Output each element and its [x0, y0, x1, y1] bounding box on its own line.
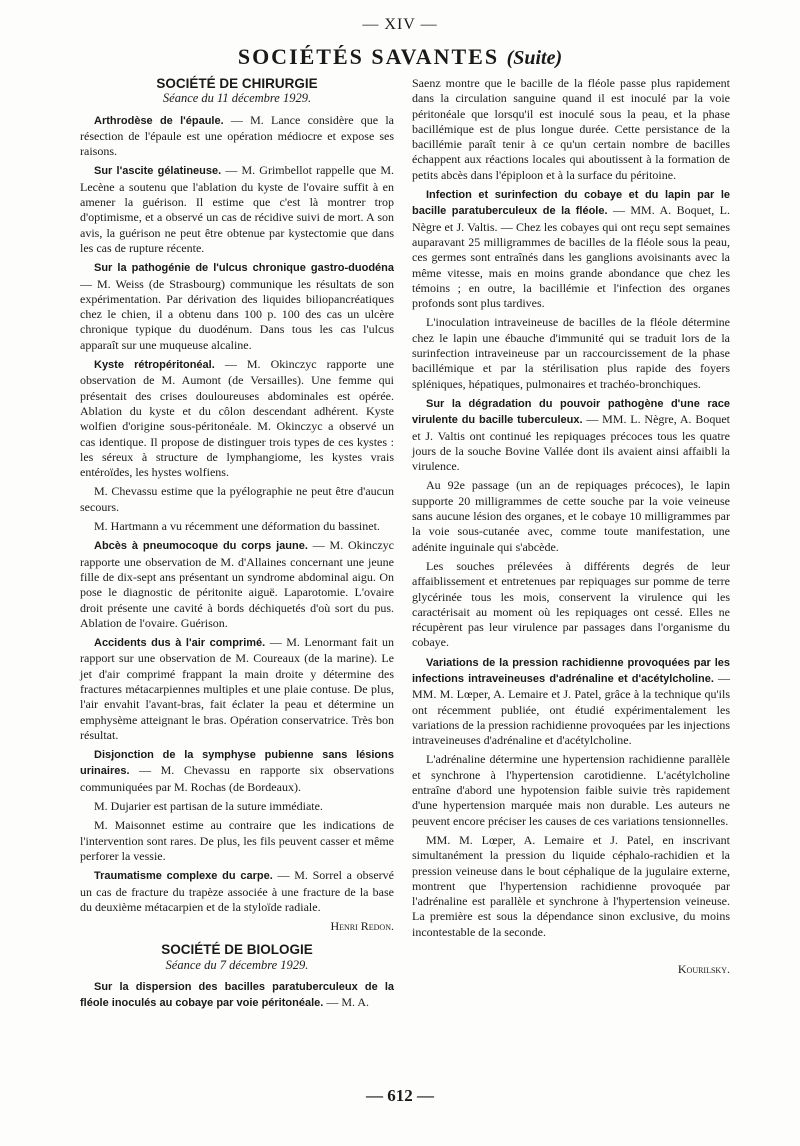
paragraph: M. Dujarier est partisan de la suture immédiate. — [94, 799, 323, 814]
paragraph-body: — M. Okinczyc rapporte une observation de M. d'Allaines concernant une jeune fille de dix-sept ans présentant un syndrome abdominal aigu. On pose le diagnostic de péritonite aiguë. Laparotomie. L'ovaire droit présente une cavité à bords déchiquetés d'où sort du pus. Ablation de l'ovaire. Guérison. — [80, 538, 394, 630]
paragraph — [80, 635, 394, 743]
paragraph-heading: Kyste rétropéritonéal. — [94, 359, 215, 372]
paragraph: Les souches prélevées à différents degrés de leur affaiblissement et entretenues par repiquages sur pomme de terre glycérinée tous les mois, conservent la virulence qui les caractérisait au moment où les repiquages ont cessé. Elles ne récupèrent pas leur virulence par passages dans l'organisme du cobaye. — [412, 558, 730, 650]
paragraph — [80, 113, 394, 160]
page-title — [0, 44, 800, 70]
paragraph-body: — M. Lenormant fait un rapport sur une observation de M. Coureaux (de la marine). Le jet d'air comprimé frappant la main droite y détermine des fractures métacarpiennes multiples et une plaie contuse. De plus, l'air envahit l'avant-bras, fait éclater la peau et détermine un emphysème atteignant le bras. Opération conservatrice. Très bon résultat. — [80, 635, 394, 742]
signature: Kourilsky. — [677, 962, 730, 977]
paragraph-heading: Disjonction de la symphyse pubienne sans lésions urinaires. — [80, 749, 394, 778]
paragraph: M. Maisonnet estime au contraire que les indications de l'intervention sont rares. De plus, les fils peuvent casser et même perforer la vessie. — [80, 818, 394, 863]
paragraph-heading: Sur la dispersion des bacilles paratuberculeux de la fléole inoculés au cobaye par voie péritonéale. — [80, 981, 394, 1010]
paragraph-heading: Infection et surinfection du cobaye et du lapin par le bacille paratuberculeux de la fléole. — [412, 189, 730, 218]
roman-page-number: — XIV — — [362, 16, 438, 33]
paragraph: M. Chevassu estime que la pyélographie ne peut être d'aucun secours. — [80, 484, 394, 514]
paragraph: M. Hartmann a vu récemment une déformation du bassinet. — [94, 519, 380, 534]
paragraph — [80, 357, 394, 480]
paragraph-body: — MM. L. Nègre, A. Boquet et J. Valtis ont continué les repiquages précoces tous les quatre jours de la souche Bovine Vallée dont ils avaient ainsi affaibli la virulence. — [412, 412, 730, 474]
paragraph: Au 92e passage (un an de repiquages précoces), le lapin supporte 20 milligrammes de cette souche par la voie veineuse sans aucune lésion des organes, et le cobaye 10 milligrammes par la voie sous-cutanée avec, comme toute manifestation, une adénite inguinale qui s'abcède. — [412, 478, 730, 554]
paragraph-body: — MM. A. Boquet, L. Nègre et J. Valtis. — Chez les cobayes qui ont reçu sept semaines auparavant 25 milligrammes de bacilles de la fléole sous la peau, ces germes sont entraînés dans les ganglions avoisinants avec la même vitesse, mais en moins grande abondance que chez les témoins ; en outre, la bacillémie et l'infection des organes profonds sont plus tardives. — [412, 203, 730, 311]
paragraph-body: — M. Sorrel a observé un cas de fracture du trapèze associée à une fracture de la base du deuxième métacarpien et de la styloïde radiale. — [80, 868, 394, 914]
paragraph: MM. M. Lœper, A. Lemaire et J. Patel, en inscrivant simultanément la pression du liquide céphalo-rachidien et la pression veineuse dans le bout céphalique de la jugulaire externe, montrent que l'hypertension rachidienne provoquée par l'adrénaline est parallèle et synchrone à l'hypertension veineuse. La première est sous la dépendance sinon exclusive, du moins incontestable de la seconde. — [412, 832, 730, 939]
paragraph-body: — M. A. — [323, 995, 369, 1010]
paragraph: L'adrénaline détermine une hypertension rachidienne parallèle et synchrone à l'hypertension carotidienne. L'acétylcholine entraîne d'abord une hypotension faible suivie très rapidement d'une hypertension marquée mais non durable. Les auteurs ne peuvent encore préciser les causes de ces variations tensionnelles. — [412, 752, 730, 828]
left-column — [80, 76, 394, 1016]
paragraph-body: — M. Lance considère que la résection de l'épaule est une opération médiocre et expose ses raisons. — [80, 112, 394, 159]
section-title-chirurgie: SOCIÉTÉ DE CHIRURGIE — [156, 76, 318, 91]
paragraph — [80, 979, 394, 1012]
paragraph — [80, 538, 394, 631]
paragraph-body: — M. Okinczyc rapporte une observation de M. Aumont (de Versailles). Une femme qui présentait des crises douloureuses abdominales est opérée. Ablation du kyste et du côlon descendant adhérent. Kyste wolfien d'origine sous-péritonéale. M. Okinczyc a observé un cas identique. Il propose de distinguer trois types de ces kystes : les séreux à structure de lymphangiome, les kystes vrais entéroïdes, les hystes wolfiens. — [80, 357, 395, 480]
paragraph — [80, 163, 394, 256]
section-title-biologie: SOCIÉTÉ DE BIOLOGIE — [161, 942, 313, 958]
paragraph-body: — M. Weiss (de Strasbourg) communique les résultats de son expérimentation. Par dérivation des liquides biliopancréatiques chez le chien, il a obtenu dans 100 p. 100 des cas un ulcère chronique typique du duodénum. Dans tous les cas l'ulcus apparaît sur une muqueuse alcaline. — [80, 276, 394, 352]
paragraph — [80, 747, 394, 795]
paragraph-heading: Arthrodèse de l'épaule. — [94, 114, 224, 127]
paragraph — [412, 396, 730, 474]
signature: Henri Redon. — [330, 919, 394, 934]
paragraph-body: — MM. M. Lœper, A. Lemaire et J. Patel, grâce à la technique qu'ils ont récemment publiée, ont étudié expérimentalement les variations de la pression rachidienne provoquées par les injections intraveineuses d'adrénaline et d'acétylcholine. — [412, 670, 731, 748]
paragraph — [412, 187, 730, 311]
right-column — [412, 76, 730, 977]
paragraph — [80, 868, 394, 915]
section-date-chirurgie: Séance du 11 décembre 1929. — [162, 91, 312, 106]
paragraph-body: — M. Chevassu en rapporte six observations communiquées par M. Rochas (de Bordeaux). — [80, 763, 394, 794]
section-date-biologie: Séance du 7 décembre 1929. — [165, 957, 309, 972]
paragraph-heading: Sur la dégradation du pouvoir pathogène d'une race virulente du bacille tuberculeux. — [412, 397, 730, 427]
paragraph-heading: Sur l'ascite gélatineuse. — [94, 165, 222, 178]
paragraph-heading: Accidents dus à l'air comprimé. — [94, 637, 266, 650]
paragraph: L'inoculation intraveineuse de bacilles de la fléole détermine chez le lapin une ébauche d'immunité qui se traduit lors de la surinfection intraveineuse par un raccourcissement de la phase bacillémique et par la stérilisation plus rapide des foyers spléniques, hépatiques, pulmonaires et trachéo-bronchiques. — [412, 315, 730, 391]
paragraph — [412, 655, 730, 749]
paragraph-heading: Sur la pathogénie de l'ulcus chronique gastro-duodéna — [94, 262, 394, 275]
paragraph-heading: Variations de la pression rachidienne provoquées par les infections intraveineuses d'adrénaline et d'acétylcholine. — [412, 656, 730, 685]
paragraph: Saenz montre que le bacille de la fléole passe plus rapidement dans la circulation sanguine quand il est inoculé par la voie péritonéale que lorsqu'il est inoculé sous la peau, et la phase bacillémique est de plus longue durée. Cette persistance de la bacillémie paraît tenir à ce qu'un certain nombre de bacilles échappent aux réactions locales qui aboutissent à la formation de petits abcès dans l'épiploon et à la surface du péritoine. — [412, 76, 730, 182]
paragraph-heading: Abcès à pneumocoque du corps jaune. — [94, 540, 308, 553]
paragraph-body: — M. Grimbellot rappelle que M. Lecène a soutenu que l'ablation du kyste de l'ovaire suffit à en amener la guérison. Il estime que c'est là montrer trop d'optimisme, et a observé un cas de récidive suivi de mort. A son avis, la guérison ne peut être obtenue par kystectomie que dans les cas de rupture récente. — [80, 163, 395, 255]
paragraph — [80, 260, 394, 353]
title-suffix: (Suite) — [506, 47, 563, 69]
page-number: — 612 — — [366, 1086, 434, 1105]
title-text: SOCIÉTÉS SAVANTES — [237, 44, 500, 69]
paragraph-heading: Traumatisme complexe du carpe. — [94, 870, 273, 883]
